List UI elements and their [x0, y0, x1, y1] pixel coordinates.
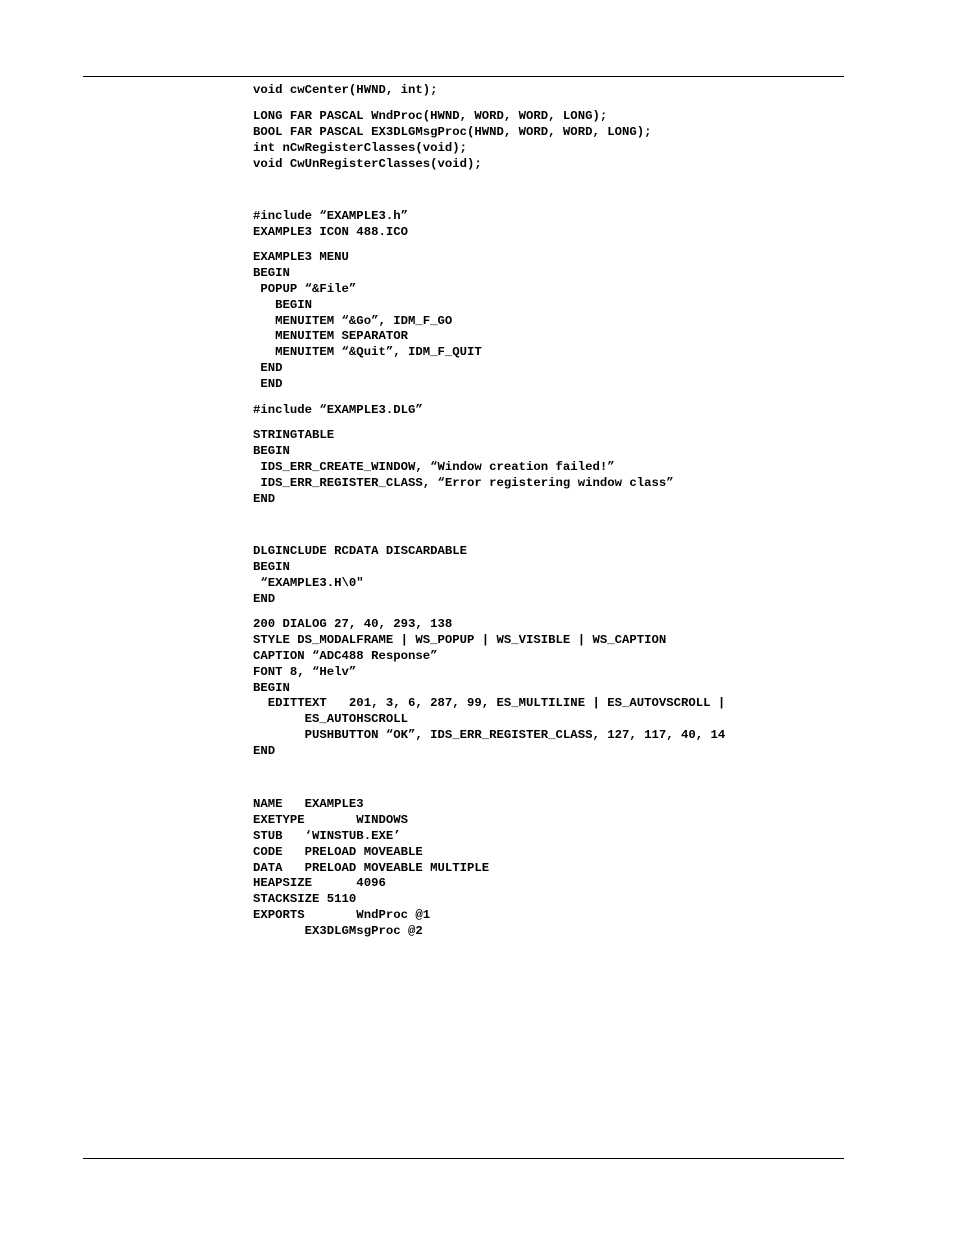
code-line: IDS_ERR_REGISTER_CLASS, “Error registering window class” — [253, 475, 674, 490]
code-block-def-file — [253, 797, 833, 940]
code-line: END — [253, 591, 276, 606]
code-line: IDS_ERR_CREATE_WINDOW, “Window creation failed!” — [253, 459, 615, 474]
code-line: DATA PRELOAD MOVEABLE MULTIPLE — [253, 860, 490, 875]
code-line: END — [253, 491, 276, 506]
code-line: END — [253, 377, 283, 392]
code-block-stringtable — [253, 428, 833, 507]
code-line: STYLE DS_MODALFRAME | WS_POPUP | WS_VISIBLE | WS_CAPTION — [253, 632, 667, 647]
code-line: EXAMPLE3 MENU — [253, 250, 349, 264]
code-line: HEAPSIZE 4096 — [253, 876, 386, 891]
code-line: “EXAMPLE3.H\0" — [253, 575, 364, 590]
code-block-dlg-include — [253, 403, 833, 419]
code-line: EXETYPE WINDOWS — [253, 812, 408, 827]
code-line: FONT 8, “Helv” — [253, 664, 357, 679]
code-line: void cwCenter(HWND, int); — [253, 83, 438, 97]
code-block-rc-include — [253, 209, 833, 241]
top-rule — [83, 76, 844, 77]
code-line: EXPORTS WndProc @1 — [253, 908, 431, 923]
bottom-rule — [83, 1158, 844, 1159]
code-line: LONG FAR PASCAL WndProc(HWND, WORD, WORD, LONG); — [253, 109, 608, 123]
code-line: ES_AUTOHSCROLL — [253, 712, 408, 727]
code-line: BEGIN — [253, 443, 290, 458]
code-block-prototypes — [253, 109, 833, 173]
code-line: EX3DLGMsgProc @2 — [253, 924, 423, 939]
code-line: MENUITEM “&Quit”, IDM_F_QUIT — [253, 345, 482, 360]
code-line: MENUITEM SEPARATOR — [253, 329, 408, 344]
code-line: END — [253, 361, 283, 376]
code-line: #include “EXAMPLE3.h” — [253, 209, 408, 223]
code-line: CAPTION “ADC488 Response” — [253, 648, 438, 663]
code-line: BEGIN — [253, 680, 290, 695]
code-block-menu — [253, 250, 833, 393]
code-line: STRINGTABLE — [253, 428, 335, 442]
code-line: MENUITEM “&Go”, IDM_F_GO — [253, 313, 453, 328]
code-line: BEGIN — [253, 265, 290, 280]
code-block-dlginclude — [253, 544, 833, 608]
code-line: void CwUnRegisterClasses(void); — [253, 156, 482, 171]
code-line: POPUP “&File” — [253, 281, 357, 296]
code-line: PUSHBUTTON “OK”, IDS_ERR_REGISTER_CLASS, 127, 117, 40, 14 — [253, 728, 726, 743]
code-line: END — [253, 744, 276, 759]
code-line: #include “EXAMPLE3.DLG” — [253, 403, 423, 417]
code-line: STACKSIZE 5110 — [253, 892, 357, 907]
code-line: STUB ‘WINSTUB.EXE’ — [253, 828, 401, 843]
code-line: DLGINCLUDE RCDATA DISCARDABLE — [253, 544, 468, 558]
code-line: CODE PRELOAD MOVEABLE — [253, 844, 423, 859]
code-line: NAME EXAMPLE3 — [253, 797, 364, 811]
code-line: int nCwRegisterClasses(void); — [253, 140, 468, 155]
code-line: BEGIN — [253, 297, 313, 312]
code-block-dialog — [253, 617, 833, 760]
code-line: EDITTEXT 201, 3, 6, 287, 99, ES_MULTILINE | ES_AUTOVSCROLL | — [253, 696, 726, 711]
code-block-header-decl — [253, 83, 833, 99]
code-line: EXAMPLE3 ICON 488.ICO — [253, 224, 408, 239]
code-line: 200 DIALOG 27, 40, 293, 138 — [253, 617, 453, 631]
code-line: BOOL FAR PASCAL EX3DLGMsgProc(HWND, WORD, WORD, LONG); — [253, 124, 652, 139]
code-line: BEGIN — [253, 559, 290, 574]
